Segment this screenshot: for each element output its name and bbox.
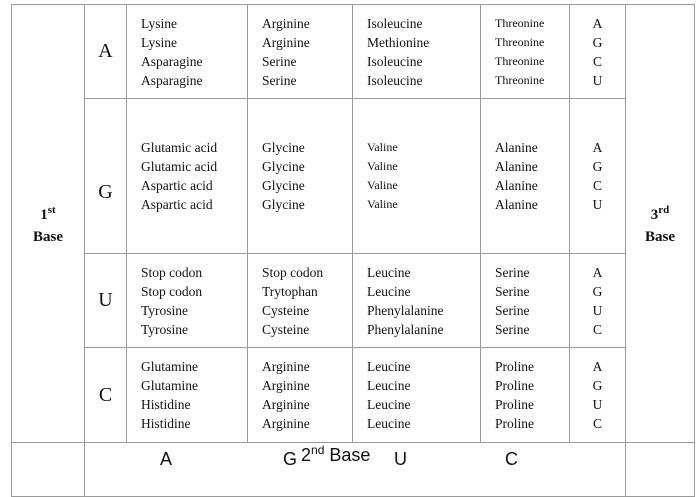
third-base-letter: U	[592, 397, 603, 412]
second-base-letter: G	[283, 449, 298, 469]
amino-acid: Asparagine	[141, 53, 203, 69]
amino-acid: Arginine	[262, 359, 310, 374]
amino-acid: Serine	[495, 302, 530, 318]
amino-acid: Valine	[367, 159, 398, 173]
amino-acid: Methionine	[367, 34, 430, 50]
amino-acid-cell	[481, 348, 570, 443]
amino-acid: Proline	[495, 416, 534, 431]
amino-acid-cell	[248, 99, 353, 254]
amino-acid: Serine	[495, 321, 530, 337]
amino-acid: Glutamine	[141, 378, 198, 393]
second-base-letter: A	[160, 449, 173, 469]
footer-blank-left	[12, 443, 85, 497]
amino-acid-cell	[248, 348, 353, 443]
amino-acid: Isoleucine	[367, 53, 423, 69]
amino-acid: Serine	[495, 264, 530, 280]
amino-acid: Proline	[495, 378, 534, 393]
amino-acid-cell	[353, 5, 481, 99]
first-base-letter: G	[85, 99, 127, 254]
amino-acid-cell	[481, 5, 570, 99]
amino-acid: Arginine	[262, 34, 310, 50]
amino-acid: Histidine	[141, 416, 191, 431]
third-base-letter: A	[592, 264, 603, 280]
second-base-label	[301, 443, 370, 466]
third-base-label	[626, 5, 695, 443]
first-base-label	[12, 5, 85, 443]
second-base-letter: U	[394, 449, 407, 469]
amino-acid-cell	[353, 348, 481, 443]
amino-acid: Alanine	[495, 140, 538, 155]
amino-acid: Stop codon	[262, 264, 324, 280]
third-base-num: 3	[650, 207, 659, 223]
amino-acid: Alanine	[495, 197, 538, 212]
third-base-letter: C	[592, 416, 602, 431]
amino-acid: Glycine	[262, 140, 305, 155]
amino-acid-cell	[353, 99, 481, 254]
third-base-letter: G	[592, 159, 603, 174]
third-base-word: Base	[645, 229, 675, 245]
third-base-letter: G	[592, 283, 603, 299]
codon-row-a	[12, 5, 695, 99]
third-base-letter: U	[592, 72, 603, 88]
amino-acid: Glutamic acid	[141, 159, 218, 174]
amino-acid: Valine	[367, 140, 398, 154]
amino-acid: Alanine	[495, 159, 538, 174]
amino-acid: Serine	[262, 53, 297, 69]
first-base-letter: U	[85, 254, 127, 348]
second-base-letter: C	[505, 449, 518, 469]
amino-acid: Leucine	[367, 416, 411, 431]
amino-acid: Glycine	[262, 178, 305, 193]
amino-acid: Alanine	[495, 178, 538, 193]
codon-row-u	[12, 254, 695, 348]
amino-acid: Leucine	[367, 283, 411, 299]
amino-acid-cell	[248, 254, 353, 348]
amino-acid-cell	[127, 254, 248, 348]
amino-acid: Arginine	[262, 15, 310, 31]
amino-acid-cell	[127, 99, 248, 254]
amino-acid: Isoleucine	[367, 72, 423, 88]
footer-blank-right	[626, 443, 695, 497]
amino-acid: Glycine	[262, 159, 305, 174]
amino-acid: Tyrosine	[141, 302, 189, 318]
amino-acid-cell	[481, 99, 570, 254]
amino-acid-cell	[481, 254, 570, 348]
amino-acid: Isoleucine	[367, 15, 423, 31]
second-base-sup: nd	[311, 443, 325, 457]
amino-acid: Glutamine	[141, 359, 198, 374]
first-base-sup: st	[47, 204, 56, 216]
codon-table	[11, 4, 695, 497]
third-base-letter: C	[592, 53, 602, 69]
amino-acid-cell	[353, 254, 481, 348]
third-base-cell	[570, 348, 626, 443]
amino-acid: Aspartic acid	[141, 178, 213, 193]
first-base-word: Base	[33, 229, 63, 245]
amino-acid: Serine	[495, 283, 530, 299]
third-base-letter: A	[592, 140, 603, 155]
third-base-letter: C	[592, 178, 602, 193]
amino-acid: Aspartic acid	[141, 197, 213, 212]
third-base-letter: A	[592, 359, 603, 374]
second-base-num: 2	[301, 445, 312, 465]
third-base-cell	[570, 254, 626, 348]
amino-acid: Cysteine	[262, 302, 310, 318]
amino-acid: Threonine	[495, 15, 545, 30]
third-base-cell	[570, 99, 626, 254]
third-base-letter: U	[592, 302, 603, 318]
third-base-cell	[570, 5, 626, 99]
amino-acid: Tyrosine	[141, 321, 189, 337]
amino-acid: Phenylalanine	[367, 302, 444, 318]
amino-acid: Serine	[262, 72, 297, 88]
amino-acid: Arginine	[262, 416, 310, 431]
third-base-sup: rd	[658, 204, 670, 216]
amino-acid-cell	[127, 5, 248, 99]
amino-acid: Leucine	[367, 397, 411, 412]
amino-acid: Valine	[367, 178, 398, 192]
amino-acid-cell	[248, 5, 353, 99]
amino-acid: Arginine	[262, 397, 310, 412]
third-base-letter: G	[592, 378, 603, 393]
second-base-word: Base	[324, 445, 371, 465]
amino-acid: Lysine	[141, 34, 177, 50]
third-base-letter: U	[592, 197, 603, 212]
amino-acid: Valine	[367, 197, 398, 211]
amino-acid-cell	[127, 348, 248, 443]
amino-acid: Trytophan	[262, 283, 318, 299]
first-base-letter: A	[85, 5, 127, 99]
amino-acid: Lysine	[141, 15, 177, 31]
amino-acid: Stop codon	[141, 283, 203, 299]
codon-row-c	[12, 348, 695, 443]
codon-row-g	[12, 99, 695, 254]
third-base-letter: A	[592, 15, 603, 31]
amino-acid: Proline	[495, 397, 534, 412]
amino-acid: Threonine	[495, 72, 545, 87]
amino-acid: Threonine	[495, 53, 545, 68]
amino-acid: Asparagine	[141, 72, 203, 88]
amino-acid: Leucine	[367, 359, 411, 374]
amino-acid: Arginine	[262, 378, 310, 393]
amino-acid: Proline	[495, 359, 534, 374]
amino-acid: Histidine	[141, 397, 191, 412]
amino-acid: Glycine	[262, 197, 305, 212]
third-base-letter: C	[592, 321, 602, 337]
first-base-letter: C	[85, 348, 127, 443]
first-base-num: 1	[40, 207, 48, 223]
amino-acid: Leucine	[367, 378, 411, 393]
amino-acid: Stop codon	[141, 264, 203, 280]
amino-acid: Phenylalanine	[367, 321, 444, 337]
amino-acid: Leucine	[367, 264, 411, 280]
amino-acid: Cysteine	[262, 321, 310, 337]
amino-acid: Glutamic acid	[141, 140, 218, 155]
amino-acid: Threonine	[495, 34, 545, 49]
third-base-letter: G	[592, 34, 603, 50]
